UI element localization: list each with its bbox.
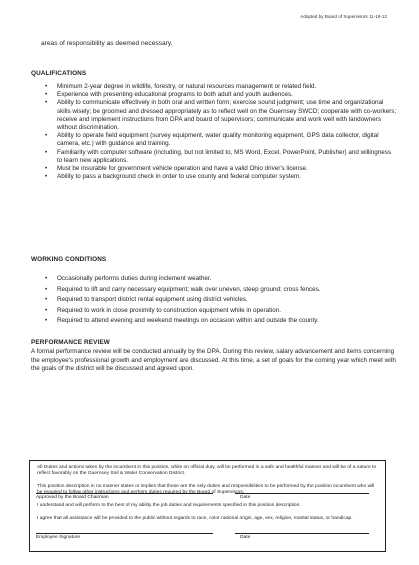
bullet-icon: • [45, 173, 48, 181]
list-item [45, 317, 397, 325]
list-item [45, 173, 397, 181]
qualifications-list [31, 83, 397, 181]
list-item [45, 83, 397, 91]
list-item [45, 275, 397, 283]
signature-line-employee[interactable] [36, 533, 213, 534]
acknowledgement-paragraph: All Duties and actions taken by the incumbent in this position, while on official duty, will be performed in a safe and healthful manner and will be of a nature to reflect favorably on the Guernsey Soil & Water Conservation District. [37, 465, 377, 477]
list-item-text: Minimum 2-year degree in wildlife, forestry, or natural resources management or related field. [57, 83, 317, 90]
list-item-text: Required to attend evening and weekend meetings on occasion within and outside the county. [57, 317, 319, 325]
bullet-icon: • [45, 99, 48, 107]
list-item [45, 132, 397, 148]
list-item [45, 165, 397, 173]
list-item-text: Required to work in close proximity to construction equipment while in operation. [57, 306, 282, 314]
bullet-icon: • [45, 83, 48, 90]
date-label-employee: Date [240, 535, 251, 540]
adoption-note: Adopted by Board of Supervisors 11-19-12 [300, 14, 387, 19]
acknowledgement-paragraph: This position description in no manner states or implies that these are the only duties and responsibilities to be performed by the position incumbent who will be required to follow other instructions and perform duties required by the Board of Supervisors. [37, 483, 375, 496]
list-item-text: Occasionally performs duties during inclement weather. [57, 275, 212, 282]
acknowledgement-paragraph: I agree that all assistance will be provided to the public without regards to race, color national origin, age, sex, religion, marital status, or handicap. [37, 515, 353, 521]
list-item [45, 285, 397, 294]
bullet-icon: • [45, 148, 48, 156]
signature-label-employee: Employee Signature [36, 535, 81, 540]
bullet-icon: • [45, 317, 48, 325]
continuation-text: areas of responsibility as deemed necessary. [41, 40, 173, 47]
acknowledgement-box [29, 460, 386, 552]
list-item-text: Experience with presenting educational programs to both adult and youth audiences. [57, 91, 293, 99]
acknowledgement-paragraph: I understand and will perform to the best of my ability the job duties and requirements specified in this position description. [37, 502, 301, 508]
list-item [45, 91, 397, 99]
signature-label-chairman: Approved by the Board Chairman [36, 495, 109, 500]
date-line-employee[interactable] [235, 533, 369, 534]
list-item-text: Required to transport district rental equipment using district vehicles. [57, 296, 248, 304]
bullet-icon: • [45, 296, 48, 304]
date-label-chairman: Date [240, 495, 251, 500]
bullet-icon: • [45, 285, 48, 293]
qualifications-heading: QUALIFICATIONS [31, 70, 87, 77]
list-item [45, 296, 397, 304]
list-item [45, 306, 397, 315]
date-line-chairman[interactable] [235, 493, 369, 494]
list-item-text: Ability to pass a background check in order to use county and federal computer system. [57, 173, 301, 181]
performance-review-heading: PERFORMANCE REVIEW [31, 339, 110, 346]
list-item-text: Required to lift and carry necessary equipment; walk over uneven, steep ground; cross fences. [57, 285, 321, 293]
bullet-icon: • [45, 91, 48, 99]
list-item-text: Must be insurable for government vehicle operation and have a valid Ohio driver's license. [57, 165, 308, 173]
list-item [45, 99, 397, 132]
qualifications-section [31, 70, 397, 181]
bullet-icon: • [45, 306, 48, 314]
working-conditions-list [31, 275, 397, 326]
performance-review-section [31, 339, 397, 374]
bullet-icon: • [45, 275, 48, 282]
bullet-icon: • [45, 132, 48, 140]
list-item [45, 148, 397, 165]
performance-review-text: A formal performance review will be conducted annually by the DPA. During this review, salary advancement and items concerning the employee's professional growth and employment are discussed. At this time, a set of goals for the coming year which meet with the goals of the district will be discussed and agreed upon. [31, 348, 396, 373]
working-conditions-heading: WORKING CONDITIONS [31, 256, 107, 263]
list-item-text: Ability to operate field equipment (survey equipment, water quality monitoring equipment, GPS data collector, digital camera, etc.) with guidance and training. [57, 132, 379, 148]
list-item-text: Familiarity with computer software (including, but not limited to, MS Word, Excel, PowerPoint, Publisher) and willingness to learn new applications. [57, 148, 392, 164]
list-item-text: Ability to communicate effectively in both oral and written form; exercise sound judgment; use time and organizational skills wisely; be groomed and dressed appropriately as to reflect well on the Guernsey SWCD; cooperate with co-workers; receive and implement instructions from DPA and board of supervisors; communicate and work well with landowners without discrimination. [57, 99, 397, 132]
bullet-icon: • [45, 165, 48, 173]
working-conditions-section [31, 256, 397, 326]
signature-line-chairman[interactable] [36, 493, 213, 494]
